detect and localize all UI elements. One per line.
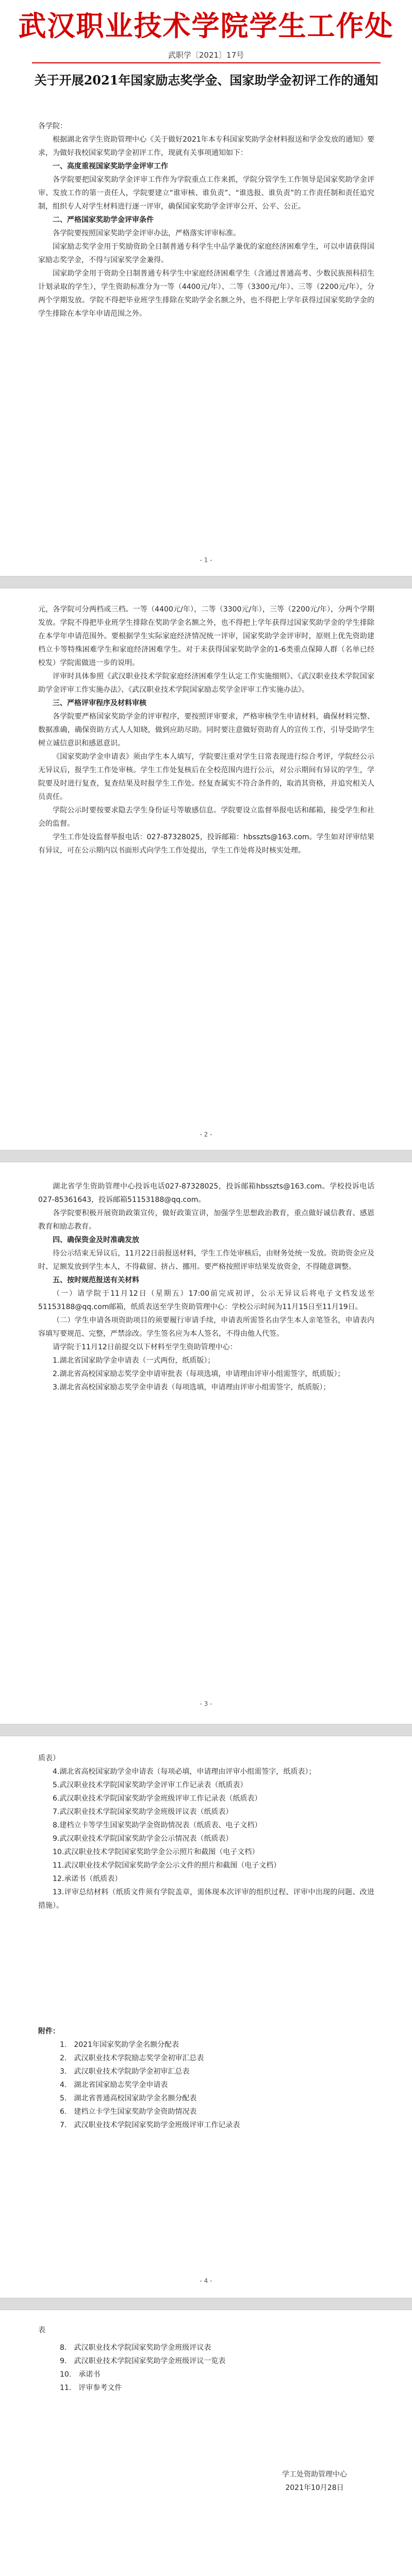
page-separator	[0, 1724, 412, 1736]
paragraph: 4.湖北省高校国家助学金申请表（每项必填，申请理由评审小组需签字，纸质表）；	[53, 1768, 316, 1776]
paragraph: 10.武汉职业技术学院国家奖助学金公示照片和截图（电子文档）	[53, 1848, 259, 1856]
paragraph: （二）学生申请各项资助项目的须要履行审请手续，申请表所需签名由学生本人亲笔签名，申请表内容填写要规范、完整，严禁涂改。学生签名应为本人签名，不得由他人代签。	[38, 1316, 374, 1338]
paragraph: 各学院要严格国家奖助学金的评审程序，要按照评审要求，严格审核学生申请材料，确保材料完整、数据准确，确保资助方式人人知晓，做到应助尽助。同时要注意做好资助育人的宣传工作，引导受助学生树立诚信意识和感恩意识。	[38, 713, 374, 748]
attachment-item: 2. 武汉职业技术学院励志奖学金初审汇总表	[60, 2054, 204, 2062]
paragraph: 7.武汉职业技术学院国家奖助学金班级评议表（纸质表）	[53, 1808, 233, 1816]
attachment-item: 8. 武汉职业技术学院国家奖助学金班级评议表	[60, 2344, 211, 2352]
notice-title: 关于开展2021年国家励志奖学金、国家助学金初评工作的通知	[34, 73, 378, 88]
paragraph: 湖北省学生资助管理中心投诉电话027-87328025，投诉邮箱hbsszts@163.com。学校投诉电话027-85361643，投诉邮箱51153188@qq.com。	[38, 1182, 374, 1204]
paragraph: 5.武汉职业技术学院国家奖助学金评审工作记录表（纸质表）	[53, 1781, 248, 1789]
paragraph: 9.武汉职业技术学院国家奖助学金公示情况表（纸质表）	[53, 1835, 233, 1843]
page5-lead: 表	[38, 2326, 45, 2334]
paragraph: 13.评审总结材料（纸质文件须有学院盖章，需体现本次评审的组织过程、评审中出现的问题、改进措施）。	[38, 1888, 374, 1910]
paragraph: 1.湖北省国家助学金申请表（一式两份，纸质版）；	[53, 1357, 215, 1365]
paragraph: 国家励志奖学金用于奖励资助全日制普通专科学生中品学兼优的家庭经济困难学生，可以申请获得国家励志奖学金，不得与国家奖学金兼得。	[38, 243, 374, 264]
attachments-block	[38, 2025, 374, 2132]
page5-list	[38, 2341, 374, 2395]
section-heading: 三、严格评审程序及材料审核	[53, 699, 146, 707]
paragraph: 12.承诺书（纸质表）	[53, 1875, 122, 1883]
page5-body	[38, 2324, 374, 2395]
paragraph: （一）请学院于11月12日（星期五）17:00前完成初评，公示无异议后将电子文档发送至51153188@qq.com邮箱，纸质表送至学生资助管理中心：学校公示时间为11月15日至11月19日。	[38, 1290, 374, 1311]
attachments-label: 附件：	[38, 2027, 60, 2036]
section-heading: 二、严格国家奖助学金评审条件	[53, 216, 154, 224]
paragraph: 学院公示时要按要求隐去学生身份证号等敏感信息。学院要设立监督举报电话和邮箱，接受学生和社会的监督。	[38, 806, 374, 828]
attachment-item: 10. 承诺书	[60, 2370, 101, 2379]
paragraph: 元，各学院可分两档或三档。一等（4400元/年），二等（3300元/年），三等（2200元/年），分两个学期发放。学院不得把毕业班学生排除在奖助学金名额之外，也不得把上学年获得过国家奖助学金的学生排除在本学年申请范围外。要根据学生实际家庭经济情况统一评审，国家奖助学金评审时，原则上优先资助建档立卡等特殊困难学生和家庭经济困难学生。对于未获得国家奖助学金的1-6类重点保障人群（名单已经校发）学院需做进一步的说明。	[38, 605, 374, 667]
page4-body	[38, 1752, 374, 1912]
page-number-4: - 4 -	[200, 2277, 212, 2284]
page-number-2: - 2 -	[200, 1131, 212, 1138]
attachment-item: 4. 湖北省国家励志奖学金申请表	[60, 2081, 168, 2089]
paragraph: 各学院要积极开展资助政策宣传，做好政策宣讲，加强学生思想政治教育，重点做好诚信教育、感恩教育和励志教育。	[38, 1209, 374, 1231]
page-separator	[0, 1150, 412, 1162]
paragraph: 待公示结束无异议后，11月22日前报送材料，学生工作处审核后，由财务处统一发放。资助资金应及时、足额发放到学生本人，不得截留、挤占、挪用。要严格按照评审结果发放资金，不得随意调整。	[38, 1249, 374, 1271]
masthead-title: 武汉职业技术学院学生工作处	[18, 9, 394, 42]
page-number-3: - 3 -	[200, 1700, 212, 1707]
section-heading: 五、按时规范报送有关材料	[53, 1276, 139, 1284]
section-heading: 四、确保资金及时准确发放	[53, 1236, 139, 1244]
attachments-list	[38, 2038, 374, 2132]
attachment-item: 9. 武汉职业技术学院国家奖助学金班级评议一览表	[60, 2357, 226, 2365]
paragraph: 11.武汉职业技术学院国家奖助学金公示文件的照片和截图（电子文档）	[53, 1861, 281, 1870]
page3-body	[38, 1180, 374, 1394]
red-divider-line	[32, 62, 381, 63]
paragraph: 国家助学金用于资助全日制普通专科学生中家庭经济困难学生（含通过普通高考、少数民族预科招生计划录取的学生），学生资助标准分为一等（4400元/年）、二等（3300元/年）、三等（2200元/年），分两个学期发放。学院不得把毕业班学生排除在奖助学金名额之外，也不得把上学年获得过国家奖助学金的学生排除在本学年申请范围之外。	[38, 269, 374, 318]
attachment-item: 1. 2021年国家奖助学金名额分配表	[60, 2041, 179, 2049]
document-number: 武职学〔2021〕17号	[168, 50, 244, 60]
paragraph: 6.武汉职业技术学院国家奖助学金班级评审工作记录表（纸质表）	[53, 1794, 262, 1803]
paragraph: 评审时具体参照《武汉职业技术学院家庭经济困难学生认定工作实施细则》、《武汉职业技术学院国家助学金评审工作实施办法》、《武汉职业技术学院国家励志奖学金评审工作实施办法》。	[38, 672, 374, 694]
paragraph: 《国家奖助学金申请表》须由学生本人填写，学院要注重对学生日常表现进行综合考评，学院经公示无异议后，报学生工作处审核。学生工作处复核后在全校范围内进行公示，对公示期间有异议的学生，学院要及时进行复查，复查结果及时报学生工作处。经复查属实不符合条件的，取消其资格，并追究相关人员责任。	[38, 753, 374, 801]
paragraph: 质表）	[38, 1754, 60, 1762]
paragraph: 3.湖北省高校国家励志奖学金申请表（每项选填，申请理由评审小组需签字，纸质版）；	[53, 1383, 331, 1392]
attachment-item: 7. 武汉职业技术学院国家奖助学金班级评审工作记录表	[60, 2121, 240, 2129]
paragraph: 各学院要把国家奖助学金评审工作作为学院重点工作来抓，学院分管学生工作领导是国家奖助学金评审、发放工作的第一责任人，学院要建立“谁审核、谁负责”、“谁选报、谁负责”的工作责任制和责任追究制，组织专人对学生材料进行逐一评审，确保国家奖助学金评审公开、公平、公正。	[38, 176, 374, 211]
signature-org: 学工处资助管理中心	[282, 2470, 347, 2479]
signature-date: 2021年10月28日	[285, 2484, 344, 2492]
page2-body	[38, 603, 374, 857]
paragraph: 根据湖北省学生资助管理中心《关于做好2021年本专科国家奖助学金材料报送和学金发放的通知》要求，为做好我校国家奖助学金初评工作，现就有关事项通知如下：	[38, 135, 374, 157]
page-number-1: - 1 -	[200, 556, 212, 564]
paragraph: 各学院要按照国家奖助学金评审办法，严格落实评审标准。	[53, 229, 240, 238]
page-separator	[0, 576, 412, 588]
paragraph: 2.湖北省高校国家励志奖学金申请审批表（每项选填，申请理由评审小组需签字，纸质版）；	[53, 1370, 345, 1378]
paragraph: 8.建档立卡等学生国家奖助学金资助情况表（纸质表、电子文档）	[53, 1821, 262, 1829]
attachment-item: 6. 建档立卡学生国家奖助学金资助情况表	[60, 2108, 197, 2116]
paragraph: 各学院：	[38, 122, 67, 130]
section-heading: 一、高度重视国家奖助学金评审工作	[53, 162, 168, 171]
attachment-item: 3. 武汉职业技术学院助学金初审汇总表	[60, 2067, 190, 2076]
attachment-item: 5. 湖北省普通高校国家助学金名额分配表	[60, 2094, 197, 2103]
page1-body	[38, 120, 374, 320]
page-separator	[0, 2298, 412, 2310]
paragraph: 学生工作处设监督举报电话：027-87328025，投诉邮箱：hbsszts@163.com。学生如对评审结果有异议，可在公示期内以书面形式向学生工作处提出，学生工作处将及时核实处理。	[38, 833, 374, 855]
paragraph: 请学院于11月12日前提交以下材料至学生资助管理中心：	[53, 1343, 237, 1351]
attachment-item: 11. 评审参考文件	[60, 2384, 122, 2392]
